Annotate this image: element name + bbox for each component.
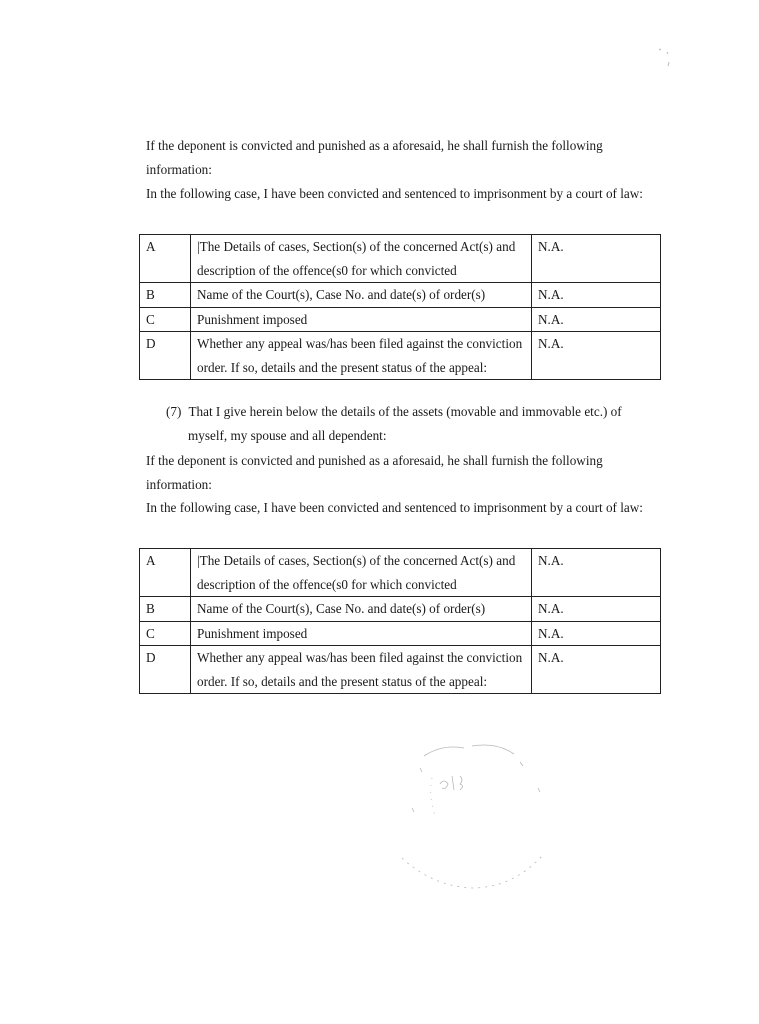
faint-signature-stamp — [402, 738, 552, 898]
conviction-table-2 — [139, 548, 661, 694]
row-value: N.A. — [532, 235, 661, 283]
table-row — [140, 597, 661, 622]
table-row — [140, 307, 661, 332]
table-row — [140, 646, 661, 694]
intro-paragraph-3: If the deponent is convicted and punished as a aforesaid, he shall furnish the following information: — [146, 453, 603, 492]
row-key: D — [140, 332, 191, 380]
row-value: N.A. — [532, 549, 661, 597]
row-value: N.A. — [532, 332, 661, 380]
row-key: B — [140, 283, 191, 308]
row-description: Punishment imposed — [191, 621, 532, 646]
row-description: |The Details of cases, Section(s) of the concerned Act(s) and description of the offence(s0 for which convicted — [191, 235, 532, 283]
row-key: C — [140, 307, 191, 332]
row-value: N.A. — [532, 646, 661, 694]
item-7-paragraph — [166, 400, 666, 447]
row-description: Name of the Court(s), Case No. and date(s) of order(s) — [191, 597, 532, 622]
row-description: Whether any appeal was/has been filed against the conviction order. If so, details and the present status of the appeal: — [191, 332, 532, 380]
row-value: N.A. — [532, 621, 661, 646]
intro-paragraph-4: In the following case, I have been convicted and sentenced to imprisonment by a court of law: — [146, 500, 643, 515]
row-description: |The Details of cases, Section(s) of the concerned Act(s) and description of the offence(s0 for which convicted — [191, 549, 532, 597]
table-row — [140, 549, 661, 597]
row-key: C — [140, 621, 191, 646]
item-7-number: (7) — [166, 404, 182, 419]
intro-paragraph-2: In the following case, I have been convicted and sentenced to imprisonment by a court of law: — [146, 186, 643, 201]
row-key: B — [140, 597, 191, 622]
row-description: Name of the Court(s), Case No. and date(s) of order(s) — [191, 283, 532, 308]
row-description: Whether any appeal was/has been filed against the conviction order. If so, details and the present status of the appeal: — [191, 646, 532, 694]
table-row — [140, 283, 661, 308]
row-key: D — [140, 646, 191, 694]
corner-mark — [655, 44, 675, 70]
row-description: Punishment imposed — [191, 307, 532, 332]
item-7-line-1: That I give herein below the details of the assets (movable and immovable etc.) of — [188, 404, 622, 419]
row-value: N.A. — [532, 283, 661, 308]
item-7-line-2: myself, my spouse and all dependent: — [188, 427, 387, 443]
table-row — [140, 332, 661, 380]
conviction-table-1 — [139, 234, 661, 380]
intro-paragraph-1: If the deponent is convicted and punished as a aforesaid, he shall furnish the following information: — [146, 138, 603, 177]
row-value: N.A. — [532, 307, 661, 332]
row-value: N.A. — [532, 597, 661, 622]
row-key: A — [140, 235, 191, 283]
table-row — [140, 621, 661, 646]
row-key: A — [140, 549, 191, 597]
table-row — [140, 235, 661, 283]
